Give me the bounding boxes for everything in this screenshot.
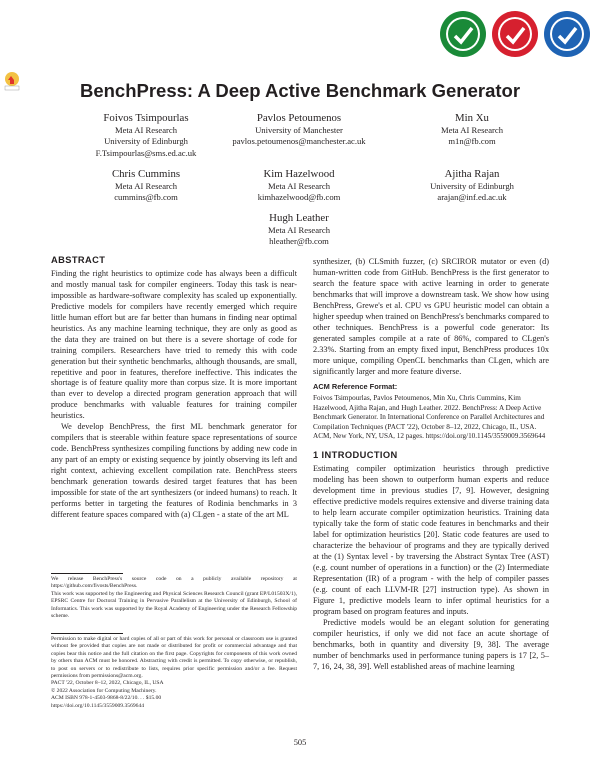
author-affiliation: Meta AI Research xyxy=(267,225,331,235)
author-block xyxy=(189,211,409,248)
artifacts-evaluated-badge-icon xyxy=(491,10,539,58)
author-affiliation: Meta AI Research xyxy=(114,181,178,191)
introduction-paragraph: Predictive models would be an elegant solution for generating compiler heuristics, if only we did not face an acute shortage of benchmarks, both in quantity and diversity [9, 38]. The average number of benchmarks used in performance tuning papers is 17 [2, 5–7, 16, 24, 38, 39]. Well established areas of machine learning xyxy=(313,617,549,671)
introduction-heading: 1 INTRODUCTION xyxy=(313,450,398,461)
author-name: Ajitha Rajan xyxy=(444,168,500,180)
permission-rule xyxy=(51,633,123,634)
footnotes xyxy=(51,576,297,620)
abstract-heading: ABSTRACT xyxy=(51,255,106,265)
abstract-paragraph: synthesizer, (b) CLSmith fuzzer, (c) SRCIROR mutator or even (d) human-written code from GitHub. BenchPress is the first generator to search the feature space with active learning in order to generate benchmarks that will improve a downstream task. We show how using BenchPress, Grewe's et al. CPU vs GPU heuristic model can obtain a higher speedup when trained on BenchPress's benchmarks compared to other techniques. BenchPress is a powerful code generator: Its generated samples compile at a rate of 86%, compared to CLgen's 2.33%. Starting from an empty fixed input, BenchPress produces 10x more unique, compiling OpenCL benchmarks than CLgen, which are significantly larger and more feature diverse. xyxy=(313,257,549,376)
author-email: m1n@fb.com xyxy=(448,136,496,147)
author-name: Pavlos Petoumenos xyxy=(256,112,342,124)
venue-line: PACT '22, October 8–12, 2022, Chicago, IL, USA xyxy=(51,680,164,687)
abstract-paragraph: We develop BenchPress, the first ML benchmark generator for compilers that is steerable within feature space representations of source code. BenchPress synthesizes compiling functions by adding new code in any part of an empty or existing sequence by jointly observing its left and right context, achieving excellent compilation rate. BenchPress steers benchmark generation towards desired target features that has been impossible for state of the art synthesizers (or indeed humans) to reach. It performs better in targeting the features of Rodinia benchmarks in 3 different feature spaces compared with (a) CLgen - a state of the art ML xyxy=(51,422,297,519)
footnote-source: We release BenchPress's source code on a publicly available repository at https://github.com/fivosts/BenchPress. xyxy=(51,576,297,590)
introduction-paragraph: Estimating compiler optimization heuristics through predictive modeling has been shown to outperform human experts and reduce development time in previous studies [7, 9]. However, designing effective predictive models requires extensive and diverse training data to help learn accurate compiler optimization heuristics. Training data typically take the form of static code features in benchmarks and their label for optimization heuristics [20]. Static code features are used to characterize the behaviour of programs and they are typically derived at the (1) Syntax level - by traversing the Abstract Syntax Tree (AST) (e.g. count number of operations in a function) or the (2) Intermediate Representation (IR) of a program - with the help of compiler passes (e.g. count of each LLVM-IR [27] instruction type). As shown in Figure 1, predictive models learn to infer optimal heuristics for a program based on program features and inputs. xyxy=(313,464,549,616)
footnote-funding: This work was supported by the Engineering and Physical Sciences Research Council (grant EP/L01503X/1), EPSRC Centre for Doctoral Training in Pervasive Parallelism at the University of Edinburgh, School of Informatics. This work was supported by the Royal Academy of Engineering under the Research Fellowship scheme. xyxy=(51,590,297,620)
author-name: Min Xu xyxy=(455,112,489,124)
author-email: kimhazelwood@fb.com xyxy=(257,192,341,203)
author-affiliation: University of Manchester xyxy=(255,125,343,135)
author-email: cummins@fb.com xyxy=(114,192,178,203)
copyright-line: © 2022 Association for Computing Machinery. xyxy=(51,687,157,694)
author-affiliation: Meta AI Research xyxy=(440,125,504,135)
isbn-line: ACM ISBN 978-1-4503-9868-8/22/10. . . $15.00 xyxy=(51,695,162,702)
author-affiliation: Meta AI Research xyxy=(267,181,331,191)
author-name: Kim Hazelwood xyxy=(263,168,335,180)
abstract-column xyxy=(51,255,297,521)
author-name: Foivos Tsimpourlas xyxy=(103,112,189,124)
author-block xyxy=(362,167,582,204)
author-email: pavlos.petoumenos@manchester.ac.uk xyxy=(232,136,366,147)
abstract-paragraph: Finding the right heuristics to optimize code has always been a difficult and mostly manual task for compiler engineers. Today this task is near-impossible as hardware-software complexity has scaled up exponentially. Predictive models for compilers have recently emerged which require little human effort but are far better than humans in finding near optimal heuristics. As any machine learning technique, they are only as good as the data they are trained on but there is a severe shortage of code for training compilers. Researchers have tried to remedy this with code generation but their synthetic benchmarks, although thousands, are small, repetitive and poor in features, therefore ineffective. This indicates the shortage is of feature quality more than corpus size. It is more important than ever to develop a directed program generation approach that will produce benchmarks with valuable features for training compiler heuristics. xyxy=(51,268,297,421)
acm-reference-text: Foivos Tsimpourlas, Pavlos Petoumenos, Min Xu, Chris Cummins, Kim Hazelwood, Ajitha Rajan, and Hugh Leather. 2022. BenchPress: A Deep Active Benchmark Generator. In International Conference on Parallel Architectures and Compilation Techniques (PACT '22), October 8–12, 2022, Chicago, IL, USA. ACM, New York, NY, USA, 12 pages. https://doi.org/10.1145/3559009.3569644 xyxy=(313,394,546,441)
artifact-badges xyxy=(439,10,591,58)
author-affiliation: University of Edinburgh xyxy=(430,181,514,191)
author-email: hleather@fb.com xyxy=(269,236,329,247)
footnote-rule xyxy=(51,573,123,574)
author-block xyxy=(362,111,582,148)
author-affiliation: Meta AI Research xyxy=(114,125,178,135)
author-email: arajan@inf.ed.ac.uk xyxy=(437,192,507,203)
author-name: Hugh Leather xyxy=(269,212,329,224)
acm-reference-heading: ACM Reference Format: xyxy=(313,382,398,392)
page-number: 505 xyxy=(293,738,307,747)
paper-title: BenchPress: A Deep Active Benchmark Generator xyxy=(79,80,521,101)
doi-link[interactable]: https://doi.org/10.1145/3559009.3569644 xyxy=(51,702,145,709)
permission-text: Permission to make digital or hard copies of all or part of this work for personal or classroom use is granted without fee provided that copies are not made or distributed for profit or commercial advantage and that copies bear this notice and the full citation on the first page. Copyrights for components of this work owned by others than ACM must be honored. Abstracting with credit is permitted. To copy otherwise, or republish, to post on servers or to redistribute to lists, requires prior specific permission and/or a fee. Request permissions from permissions@acm.org. xyxy=(51,636,297,680)
author-email: F.Tsimpourlas@sms.ed.ac.uk xyxy=(95,147,197,158)
artifacts-available-badge-icon xyxy=(439,10,487,58)
author-name: Chris Cummins xyxy=(111,168,181,180)
author-affiliation: University of Edinburgh xyxy=(104,136,188,147)
right-column xyxy=(313,257,549,673)
permission-block xyxy=(51,636,297,710)
results-reproduced-badge-icon xyxy=(543,10,591,58)
